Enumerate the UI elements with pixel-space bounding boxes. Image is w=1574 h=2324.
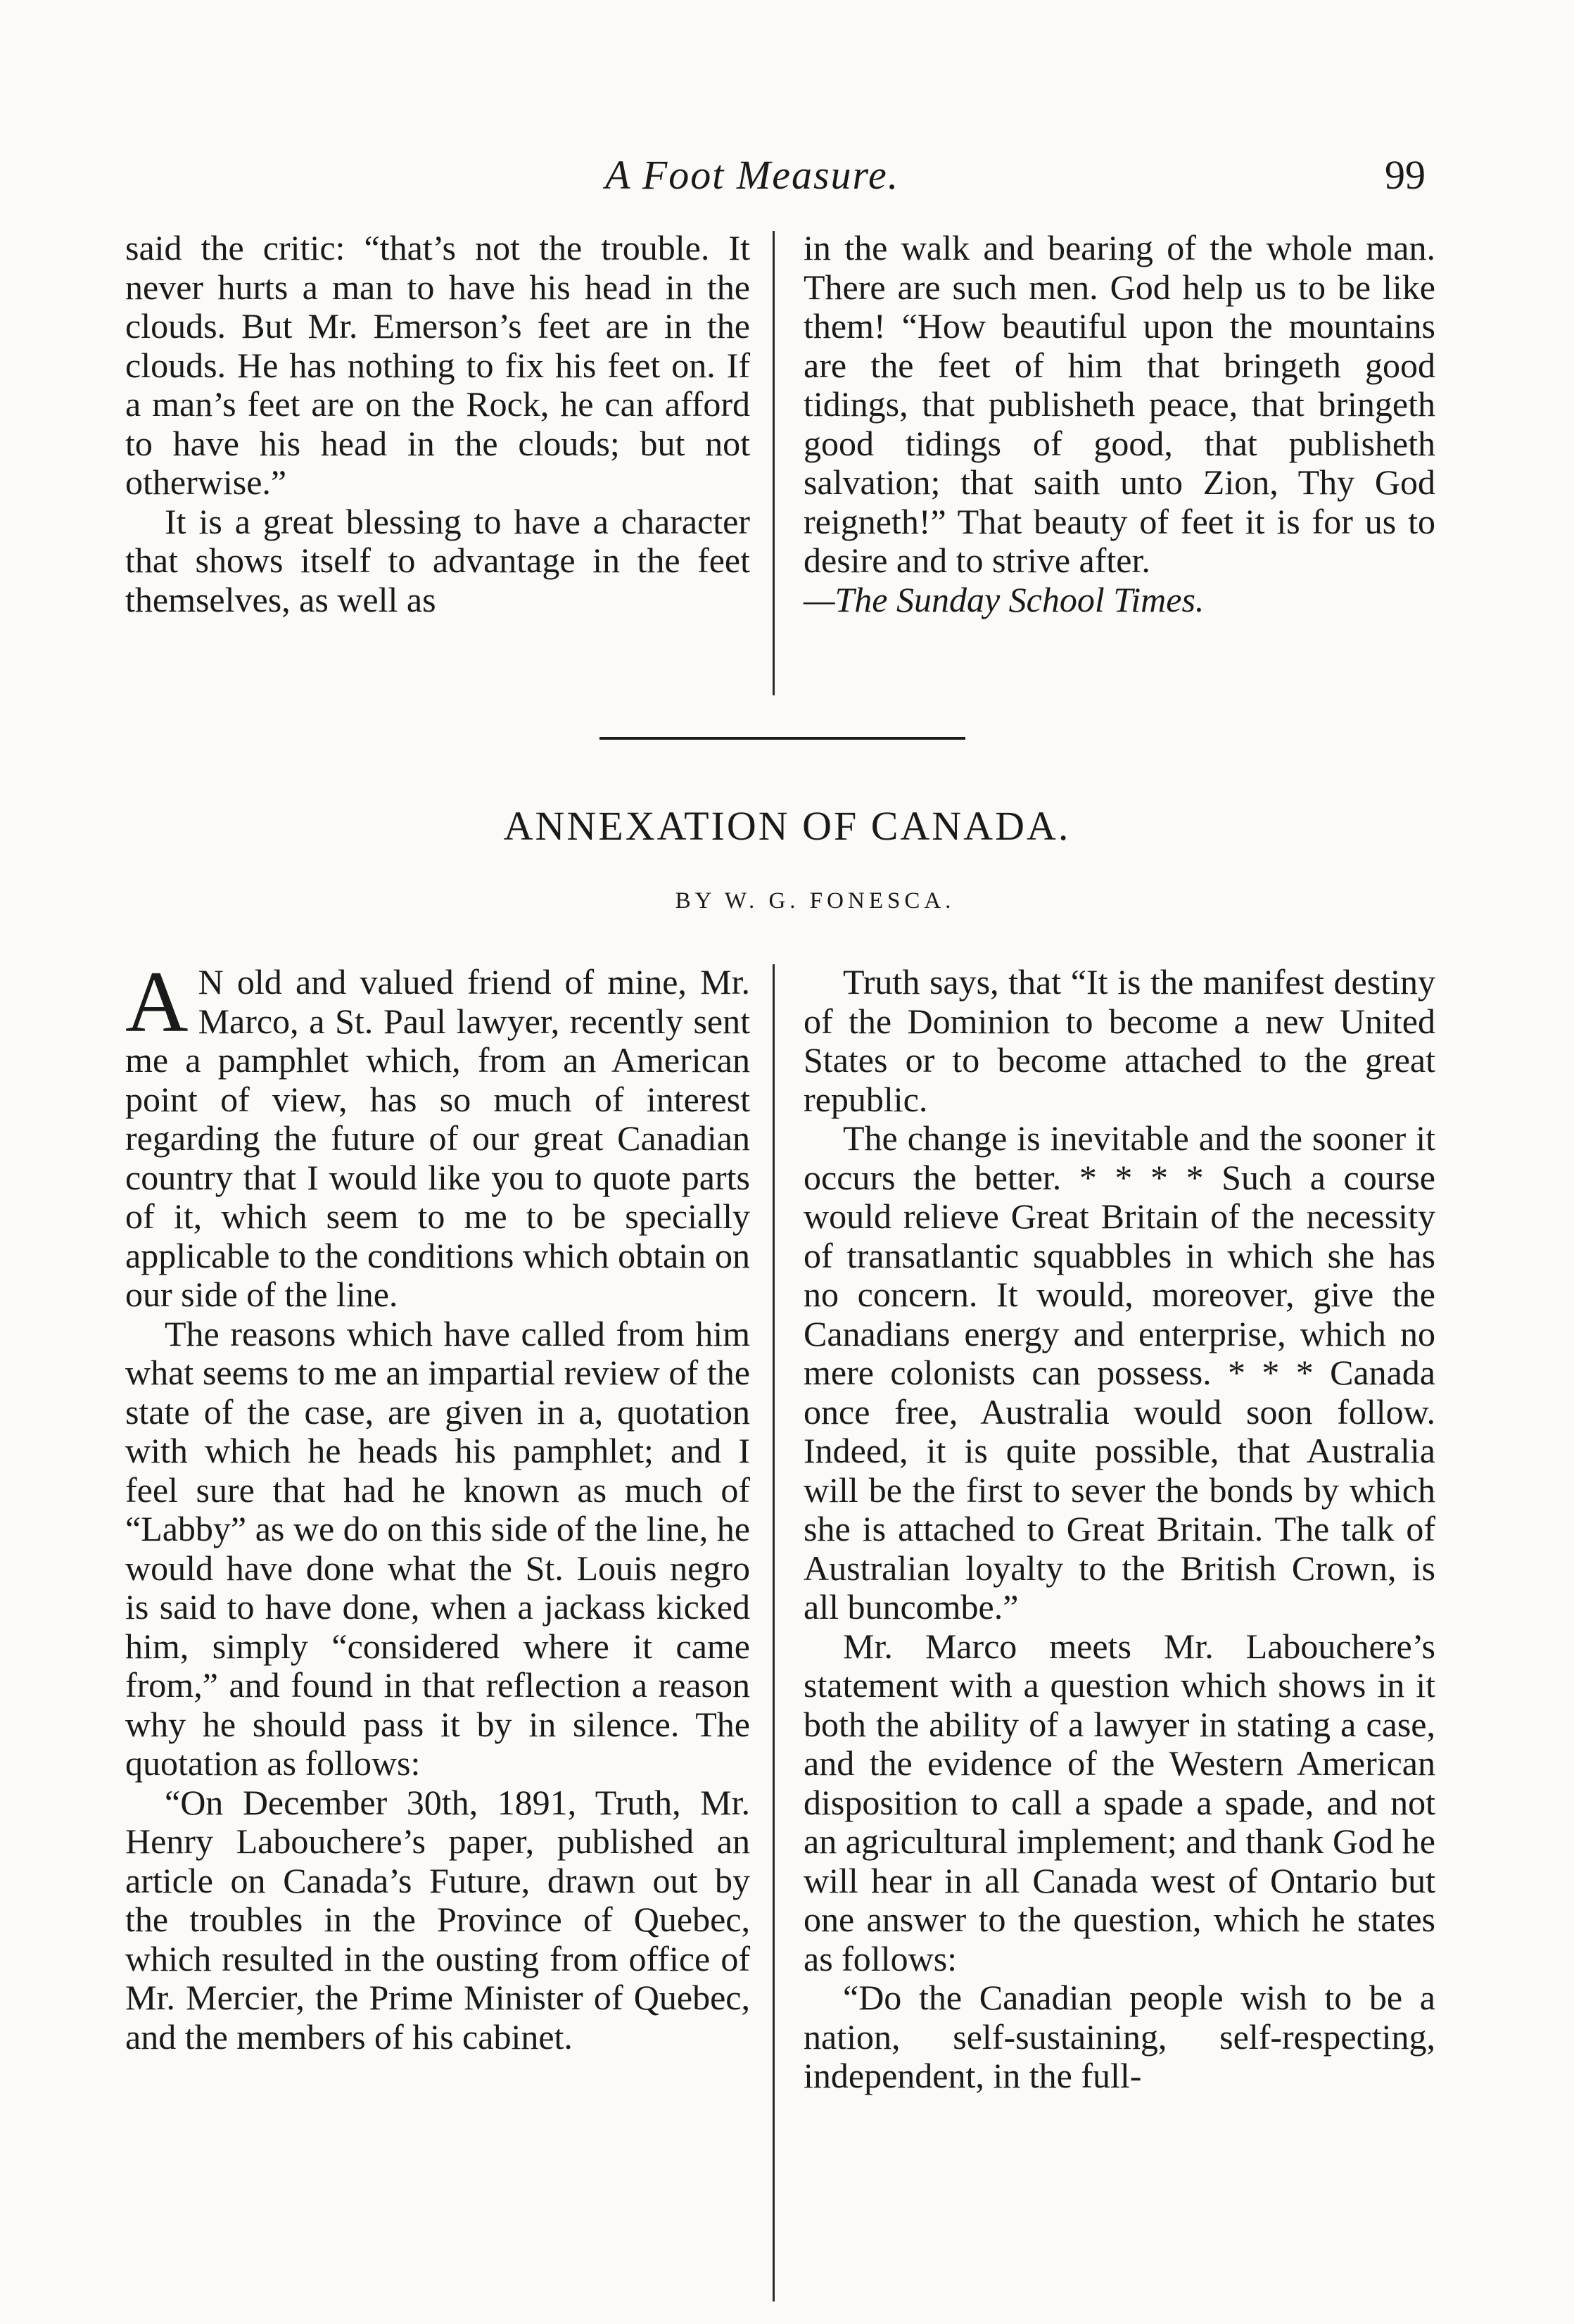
paragraph: “On December 30th, 1891, Truth, Mr. Henry Labouchere’s paper, published an article on Canada’s Future, drawn out by the troubles in the Province of Quebec, which resulted in the ousting from office of Mr. Mercier, the Prime Minister of Quebec, and the members of his cabinet. bbox=[125, 1782, 750, 2057]
byline: BY W. G. FONESCA. bbox=[675, 888, 956, 914]
source-citation: —The Sunday School Times. bbox=[804, 579, 1205, 619]
top-left-column bbox=[125, 229, 750, 619]
left-column bbox=[125, 954, 750, 2057]
article-title: ANNEXATION OF CANADA. bbox=[503, 803, 1071, 849]
paragraph: Mr. Marco meets Mr. Labouchere’s statement with a question which shows in it both the ability of a lawyer in stating a case, and the evidence of the Western American disposition to call a spade a spade, and not an agricultural implement; and thank God he will hear in all Canada west of Ontario but one answer to the question, which he states as follows: bbox=[804, 1626, 1435, 1978]
top-right-column bbox=[804, 229, 1435, 619]
running-title: A Foot Measure. bbox=[605, 152, 900, 198]
section-rule bbox=[599, 737, 965, 740]
page-number: 99 bbox=[1385, 152, 1426, 198]
column-divider bbox=[773, 964, 775, 2301]
paragraph: It is a great blessing to have a character that shows itself to advantage in the feet themselves, as well as bbox=[125, 501, 750, 619]
paragraph: “Do the Canadian people wish to be a nation, self-sustaining, self-respecting, independent, in the full- bbox=[804, 1978, 1435, 2095]
running-head bbox=[0, 151, 1574, 208]
drop-cap: A bbox=[125, 954, 189, 1050]
paragraph: The reasons which have called from him what seems to me an impartial review of the state of the case, are given in a, quotation with which he heads his pamphlet; and I feel sure that had he known as much of “Labby” as we do on this side of the line, he would have done what the St. Louis negro is said to have done, when a jackass kicked him, simply “considered where it came from,” and found in that reflection a reason why he should pass it by in silence. The quotation as follows: bbox=[125, 1313, 750, 1783]
column-divider bbox=[773, 231, 775, 695]
paragraph: The change is inevitable and the sooner it occurs the better. * * * * Such a course would relieve Great Britain of the necessity of transatlantic squabbles in which she has no concern. It would, moreover, give the Canadians energy and enterprise, which no mere colonists can possess. * * * Canada once free, Australia would soon follow. Indeed, it is quite possible, that Australia will be the first to sever the bonds by which she is attached to Great Britain. The talk of Australian loyalty to the British Crown, is all buncombe.” bbox=[804, 1118, 1435, 1627]
right-column bbox=[804, 963, 1435, 2096]
paragraph: in the walk and bearing of the whole man. There are such men. God help us to be like them! “How beautiful upon the mountains are the feet of him that bringeth good tidings, that publisheth peace, that bringeth good tidings of good, that publisheth salvation; that saith unto Zion, Thy God reigneth!” That beauty of feet it is for us to desire and to strive after. bbox=[804, 228, 1435, 580]
paragraph: said the critic: “that’s not the trouble. It never hurts a man to have his head in the clouds. But Mr. Emerson’s feet are in the clouds. He has nothing to fix his feet on. If a man’s feet are on the Rock, he can afford to have his head in the clouds; but not otherwise.” bbox=[125, 228, 750, 502]
paragraph: A N old and valued friend of mine, Mr. Marco, a St. Paul lawyer, recently sent me a pamphlet which, from an American point of view, has so much of interest regarding the future of our great Canadian country that I would like you to quote parts of it, which seem to me to be specially applicable to the conditions which obtain on our side of the line. bbox=[125, 954, 750, 1314]
paragraph: Truth says, that “It is the manifest destiny of the Dominion to become a new United States or to become attached to the great republic. bbox=[804, 962, 1435, 1119]
